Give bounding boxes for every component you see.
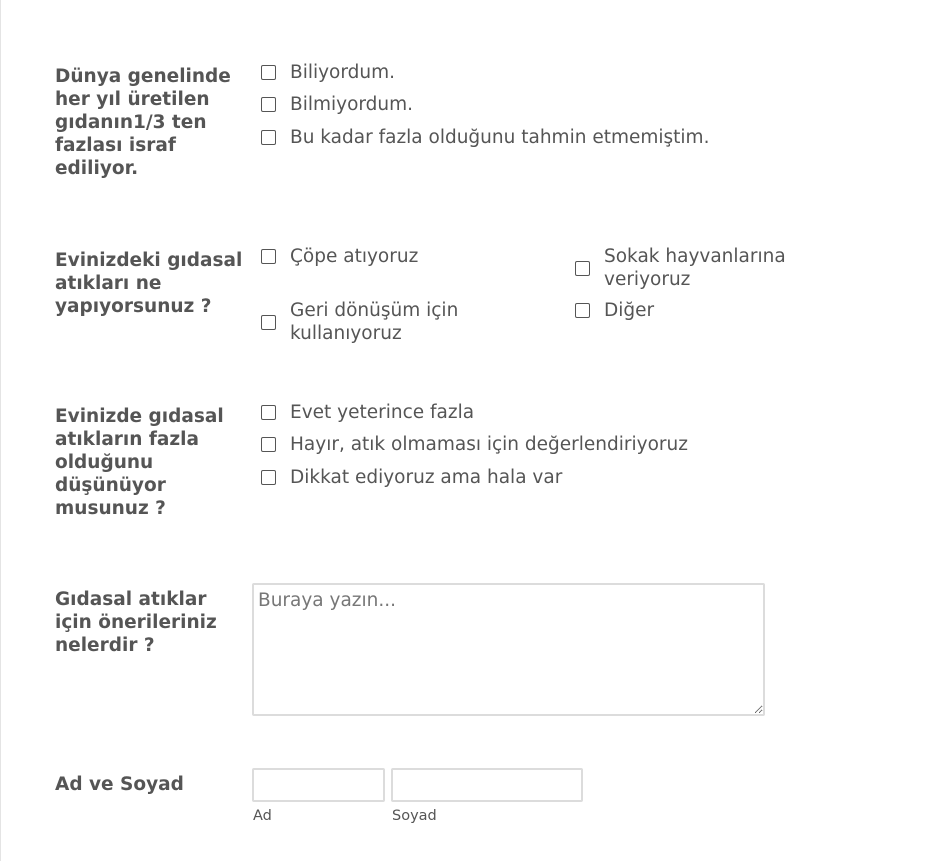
question-2-label: Evinizdeki gıdasal atıkları ne yapıyorsunuz ? (55, 250, 243, 317)
question-1-label: Dünya genelinde her yıl üretilen gıdanın1/3 ten fazlası israf ediliyor. (55, 66, 231, 179)
checkbox[interactable] (261, 405, 276, 420)
option-tahmin-etmemistim[interactable] (261, 126, 709, 149)
option-label: Evet yeterince fazla (290, 402, 475, 423)
option-label: Hayır, atık olmaması için değerlendiriyoruz (290, 434, 688, 455)
question-5-label: Ad ve Soyad (55, 774, 184, 795)
last-name-input[interactable] (391, 768, 583, 802)
first-name-input[interactable] (252, 768, 385, 802)
option-label: Sokak hayvanlarına veriyoruz (604, 246, 786, 290)
option-label: Biliyordum. (290, 62, 396, 83)
checkbox[interactable] (575, 303, 590, 318)
checkbox[interactable] (261, 437, 276, 452)
checkbox[interactable] (261, 65, 276, 80)
checkbox[interactable] (261, 315, 276, 330)
question-4-label: Gıdasal atıklar için önerileriniz nelerdir ? (55, 589, 217, 656)
option-cope-atiyoruz[interactable] (261, 245, 418, 268)
checkbox[interactable] (261, 470, 276, 485)
last-name-sublabel: Soyad (392, 808, 437, 824)
first-name-sublabel: Ad (253, 808, 272, 824)
option-bilmiyordum[interactable] (261, 93, 413, 116)
checkbox[interactable] (261, 249, 276, 264)
option-sokak-hayvanlarina[interactable] (575, 245, 786, 291)
option-label: Geri dönüşüm için kullanıyoruz (290, 300, 459, 344)
question-3-label: Evinizde gıdasal atıkların fazla olduğunu düşünüyor musunuz ? (55, 406, 224, 519)
option-dikkat-ediyoruz[interactable] (261, 466, 562, 489)
option-label: Diğer (604, 300, 655, 321)
option-label: Çöpe atıyoruz (290, 246, 419, 267)
option-geri-donusum[interactable] (261, 299, 458, 345)
checkbox[interactable] (261, 97, 276, 112)
checkbox[interactable] (261, 130, 276, 145)
suggestions-textarea[interactable] (252, 583, 765, 716)
page-left-border (0, 0, 1, 861)
option-biliyordum[interactable] (261, 61, 395, 84)
option-label: Bu kadar fazla olduğunu tahmin etmemiştim. (290, 127, 710, 148)
option-evet-yeterince-fazla[interactable] (261, 401, 474, 424)
option-hayir-degerlendiriyoruz[interactable] (261, 433, 688, 456)
option-diger[interactable] (575, 299, 654, 322)
checkbox[interactable] (575, 261, 590, 276)
option-label: Bilmiyordum. (290, 94, 414, 115)
option-label: Dikkat ediyoruz ama hala var (290, 467, 563, 488)
